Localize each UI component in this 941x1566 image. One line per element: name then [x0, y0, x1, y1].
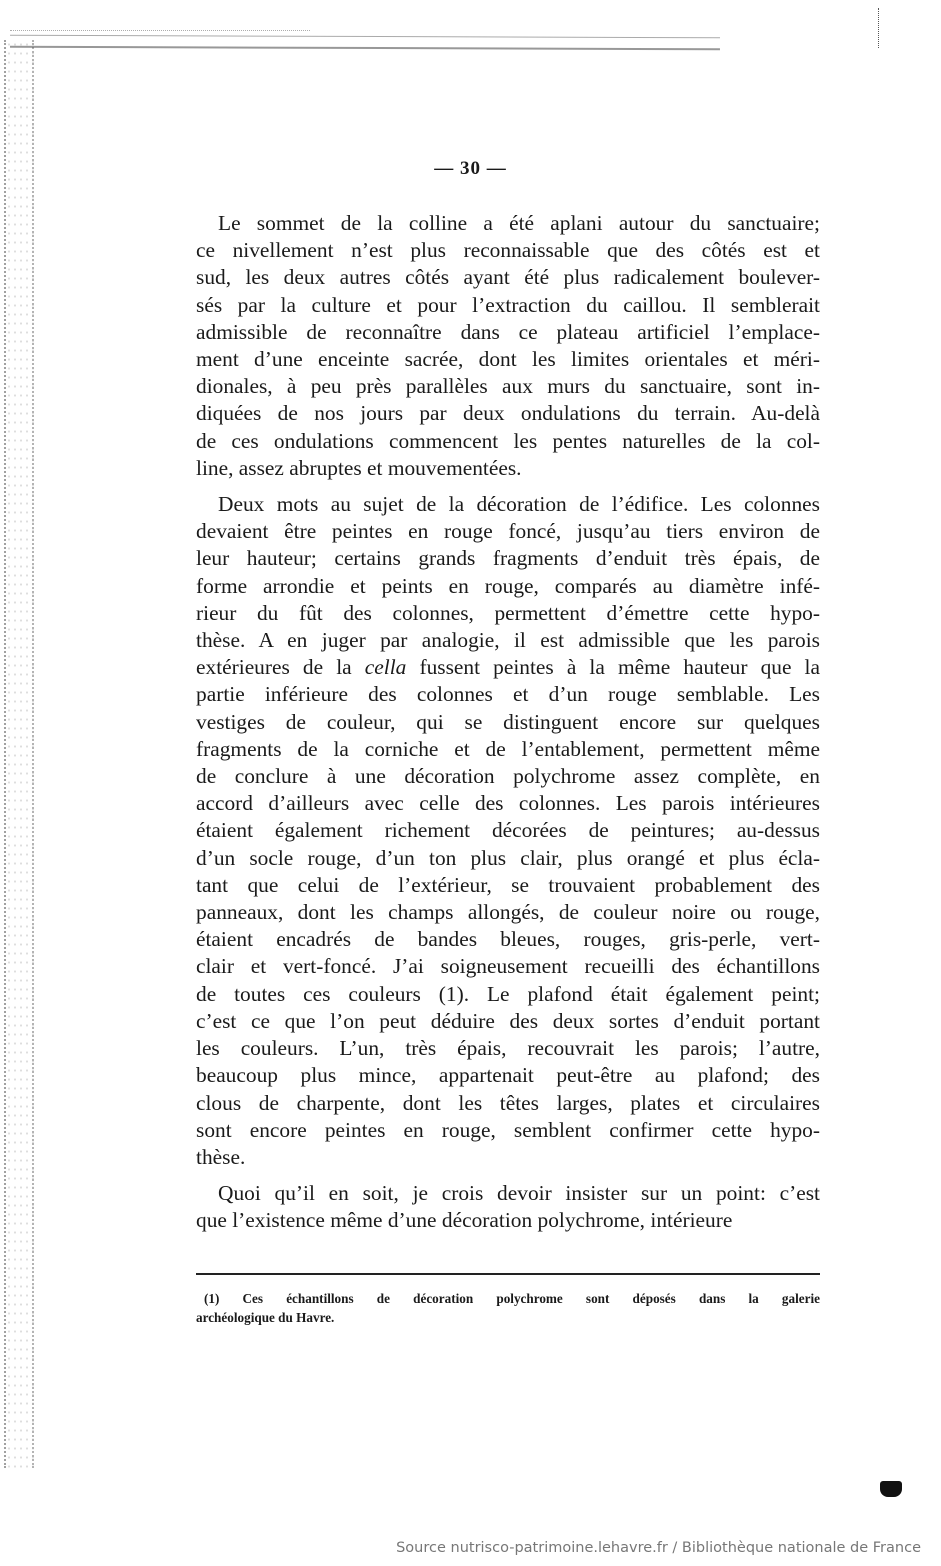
source-credit: Source nutrisco-patrimoine.lehavre.fr / Bibliothèque nationale de France	[396, 1540, 921, 1556]
scan-top-rule	[10, 35, 720, 50]
text-line: diquées de nos jours par deux ondulations du terrain. Au-delà	[196, 401, 820, 426]
paragraph-2	[196, 491, 820, 1171]
text-line: c’est ce que l’on peut déduire des deux sortes d’enduit portant	[196, 1008, 820, 1033]
text-line: fragments de la corniche et de l’entablement, permettent même	[196, 736, 820, 761]
text-line-with-italic	[196, 654, 820, 681]
text-line: sés par la culture et pour l’extraction du caillou. Il semblerait	[196, 292, 820, 317]
text-line: Quoi qu’il en soit, je crois devoir insister sur un point: c’est	[218, 1181, 820, 1206]
paragraph-1	[196, 210, 820, 482]
paragraph-3	[196, 1180, 820, 1234]
text-line: d’un socle rouge, d’un ton plus clair, plus orangé et plus écla-	[196, 845, 820, 870]
text-line: ment d’une enceinte sacrée, dont les limites orientales et méri-	[196, 347, 820, 372]
scan-corner-mark	[878, 8, 881, 48]
body-text	[196, 210, 820, 1235]
text-line: Le sommet de la colline a été aplani autour du sanctuaire;	[218, 211, 820, 235]
text-line: ce nivellement n’est plus reconnaissable que des côtés est et	[196, 238, 820, 263]
scan-margin-noise	[4, 40, 34, 1468]
text-line: de toutes ces couleurs (1). Le plafond était également peint;	[196, 981, 820, 1006]
text-line: rieur du fût des colonnes, permettent d’émettre cette hypo-	[196, 600, 820, 625]
scan-top-edge	[10, 30, 310, 32]
library-stamp-icon	[880, 1481, 902, 1497]
text-line: tant que celui de l’extérieur, se trouvaient probablement des	[196, 872, 820, 897]
text-line: clair et vert-foncé. J’ai soigneusement recueilli des échantillons	[196, 954, 820, 979]
page-number: — 30 —	[434, 158, 507, 179]
text-line: que l’existence même d’une décoration polychrome, intérieure	[196, 1208, 733, 1233]
text-line: admissible de reconnaître dans ce plateau artificiel l’emplace-	[196, 319, 820, 344]
text-line: sud, les deux autres côtés ayant été plus radicalement boulever-	[196, 265, 820, 290]
text-line: panneaux, dont les champs allongés, de couleur noire ou rouge,	[196, 900, 820, 925]
footnote-divider	[196, 1273, 820, 1275]
text-line: étaient également richement décorées de peintures; au-dessus	[196, 818, 820, 843]
text-line: thèse. A en juger par analogie, il est admissible que les parois	[196, 628, 820, 653]
text-segment: extérieures de la	[196, 655, 352, 680]
text-line: partie inférieure des colonnes et d’un rouge semblable. Les	[196, 682, 820, 707]
text-line: thèse.	[196, 1144, 246, 1169]
text-line: line, assez abruptes et mouvementées.	[196, 455, 522, 480]
text-line: vestiges de couleur, qui se distinguent encore sur quelques	[196, 709, 820, 734]
text-line: devaient être peintes en rouge foncé, jusqu’au tiers environ de	[196, 519, 820, 544]
text-line: forme arrondie et peints en rouge, comparés au diamètre infé-	[196, 573, 820, 598]
text-line: de ces ondulations commencent les pentes naturelles de la col-	[196, 428, 820, 453]
text-line: dionales, à peu près parallèles aux murs du sanctuaire, sont in-	[196, 374, 820, 399]
footnote-line: archéologique du Havre.	[196, 1310, 335, 1325]
italic-term: cella	[364, 655, 407, 680]
text-line: les couleurs. L’un, très épais, recouvrait les parois; l’autre,	[196, 1036, 820, 1061]
text-line: accord d’ailleurs avec celle des colonnes. Les parois intérieures	[196, 791, 820, 816]
footnote-line: (1) Ces échantillons de décoration polychrome sont déposés dans la galerie	[204, 1291, 820, 1306]
footnote	[196, 1289, 820, 1327]
text-line: sont encore peintes en rouge, semblent confirmer cette hypo-	[196, 1117, 820, 1142]
text-line: beaucoup plus mince, appartenait peut-être au plafond; des	[196, 1063, 820, 1088]
text-line: clous de charpente, dont les têtes larges, plates et circulaires	[196, 1090, 820, 1115]
text-segment: fussent peintes à la même hauteur que la	[419, 655, 820, 680]
text-line: leur hauteur; certains grands fragments d’enduit très épais, de	[196, 546, 820, 571]
text-line: étaient encadrés de bandes bleues, rouges, gris-perle, vert-	[196, 927, 820, 952]
text-line: Deux mots au sujet de la décoration de l’édifice. Les colonnes	[218, 492, 820, 517]
text-line: de conclure à une décoration polychrome assez complète, en	[196, 764, 820, 789]
